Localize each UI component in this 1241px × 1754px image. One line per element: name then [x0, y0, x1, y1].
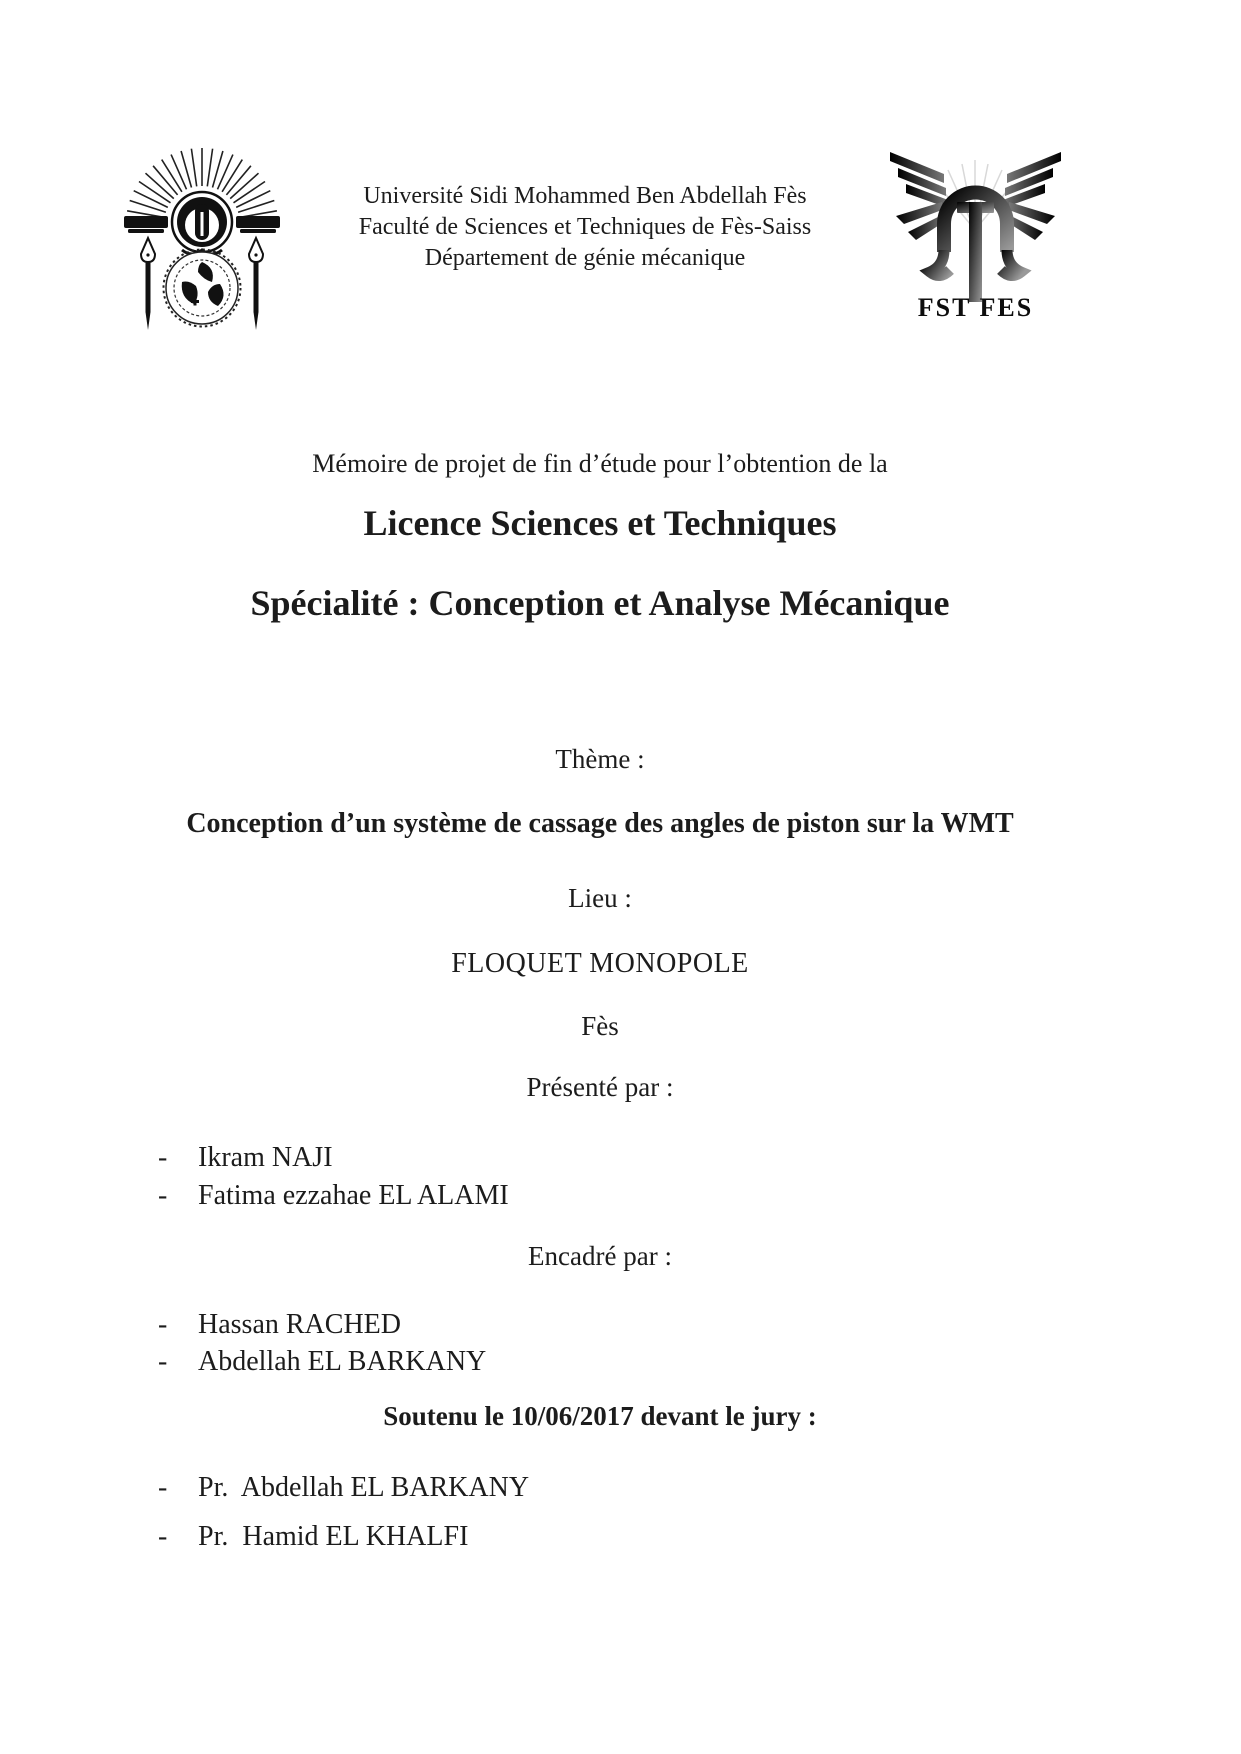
dash-bullet: -	[158, 1309, 168, 1340]
location-label: Lieu :	[568, 883, 632, 913]
author-name: Ikram NAJI	[198, 1142, 333, 1173]
list-item	[158, 1142, 333, 1174]
supervisor-name: Hassan RACHED	[198, 1309, 401, 1340]
crest-center-lamp	[172, 192, 232, 254]
fst-logo-text: FST FES	[917, 293, 1034, 320]
memoire-intro: Mémoire de projet de fin d’étude pour l’obtention de la	[312, 449, 888, 478]
crest-right-pen	[249, 238, 263, 330]
dash-bullet: -	[158, 1180, 168, 1211]
dash-bullet: -	[158, 1142, 168, 1173]
jury-member: Pr. Hamid EL KHALFI	[198, 1521, 469, 1552]
university-name: Université Sidi Mohammed Ben Abdellah Fès	[363, 183, 807, 209]
speciality-title: Spécialité : Conception et Analyse Mécanique	[250, 583, 950, 623]
faculty-name: Faculté de Sciences et Techniques de Fès-Saiss	[358, 214, 812, 240]
list-item	[158, 1309, 401, 1341]
crest-left-pen	[141, 238, 155, 330]
defense-title: Soutenu le 10/06/2017 devant le jury :	[383, 1401, 817, 1431]
degree-title: Licence Sciences et Techniques	[363, 503, 837, 543]
city-name: Fès	[581, 1011, 619, 1041]
list-item	[158, 1472, 529, 1504]
theme-label: Thème :	[555, 744, 645, 774]
department-name: Département de génie mécanique	[424, 245, 746, 271]
theme-title: Conception d’un système de cassage des angles de piston sur la WMT	[186, 808, 1014, 839]
company-name: FLOQUET MONOPOLE	[451, 948, 749, 979]
presented-by-label: Présenté par :	[526, 1072, 674, 1102]
list-item	[158, 1346, 486, 1378]
list-item	[158, 1521, 468, 1553]
usmba-crest-logo	[122, 142, 282, 337]
jury-member: Pr. Abdellah EL BARKANY	[198, 1472, 530, 1503]
list-item	[158, 1180, 509, 1212]
supervisor-name: Abdellah EL BARKANY	[198, 1346, 487, 1377]
dash-bullet: -	[158, 1521, 168, 1552]
institution-block	[295, 181, 875, 274]
fst-logo-arch	[930, 193, 1021, 303]
fst-fes-logo	[888, 140, 1063, 320]
crest-bottom-seal	[164, 250, 241, 327]
supervised-by-label: Encadré par :	[528, 1241, 672, 1271]
author-name: Fatima ezzahae EL ALAMI	[198, 1180, 509, 1211]
dash-bullet: -	[158, 1346, 168, 1377]
dash-bullet: -	[158, 1472, 168, 1503]
